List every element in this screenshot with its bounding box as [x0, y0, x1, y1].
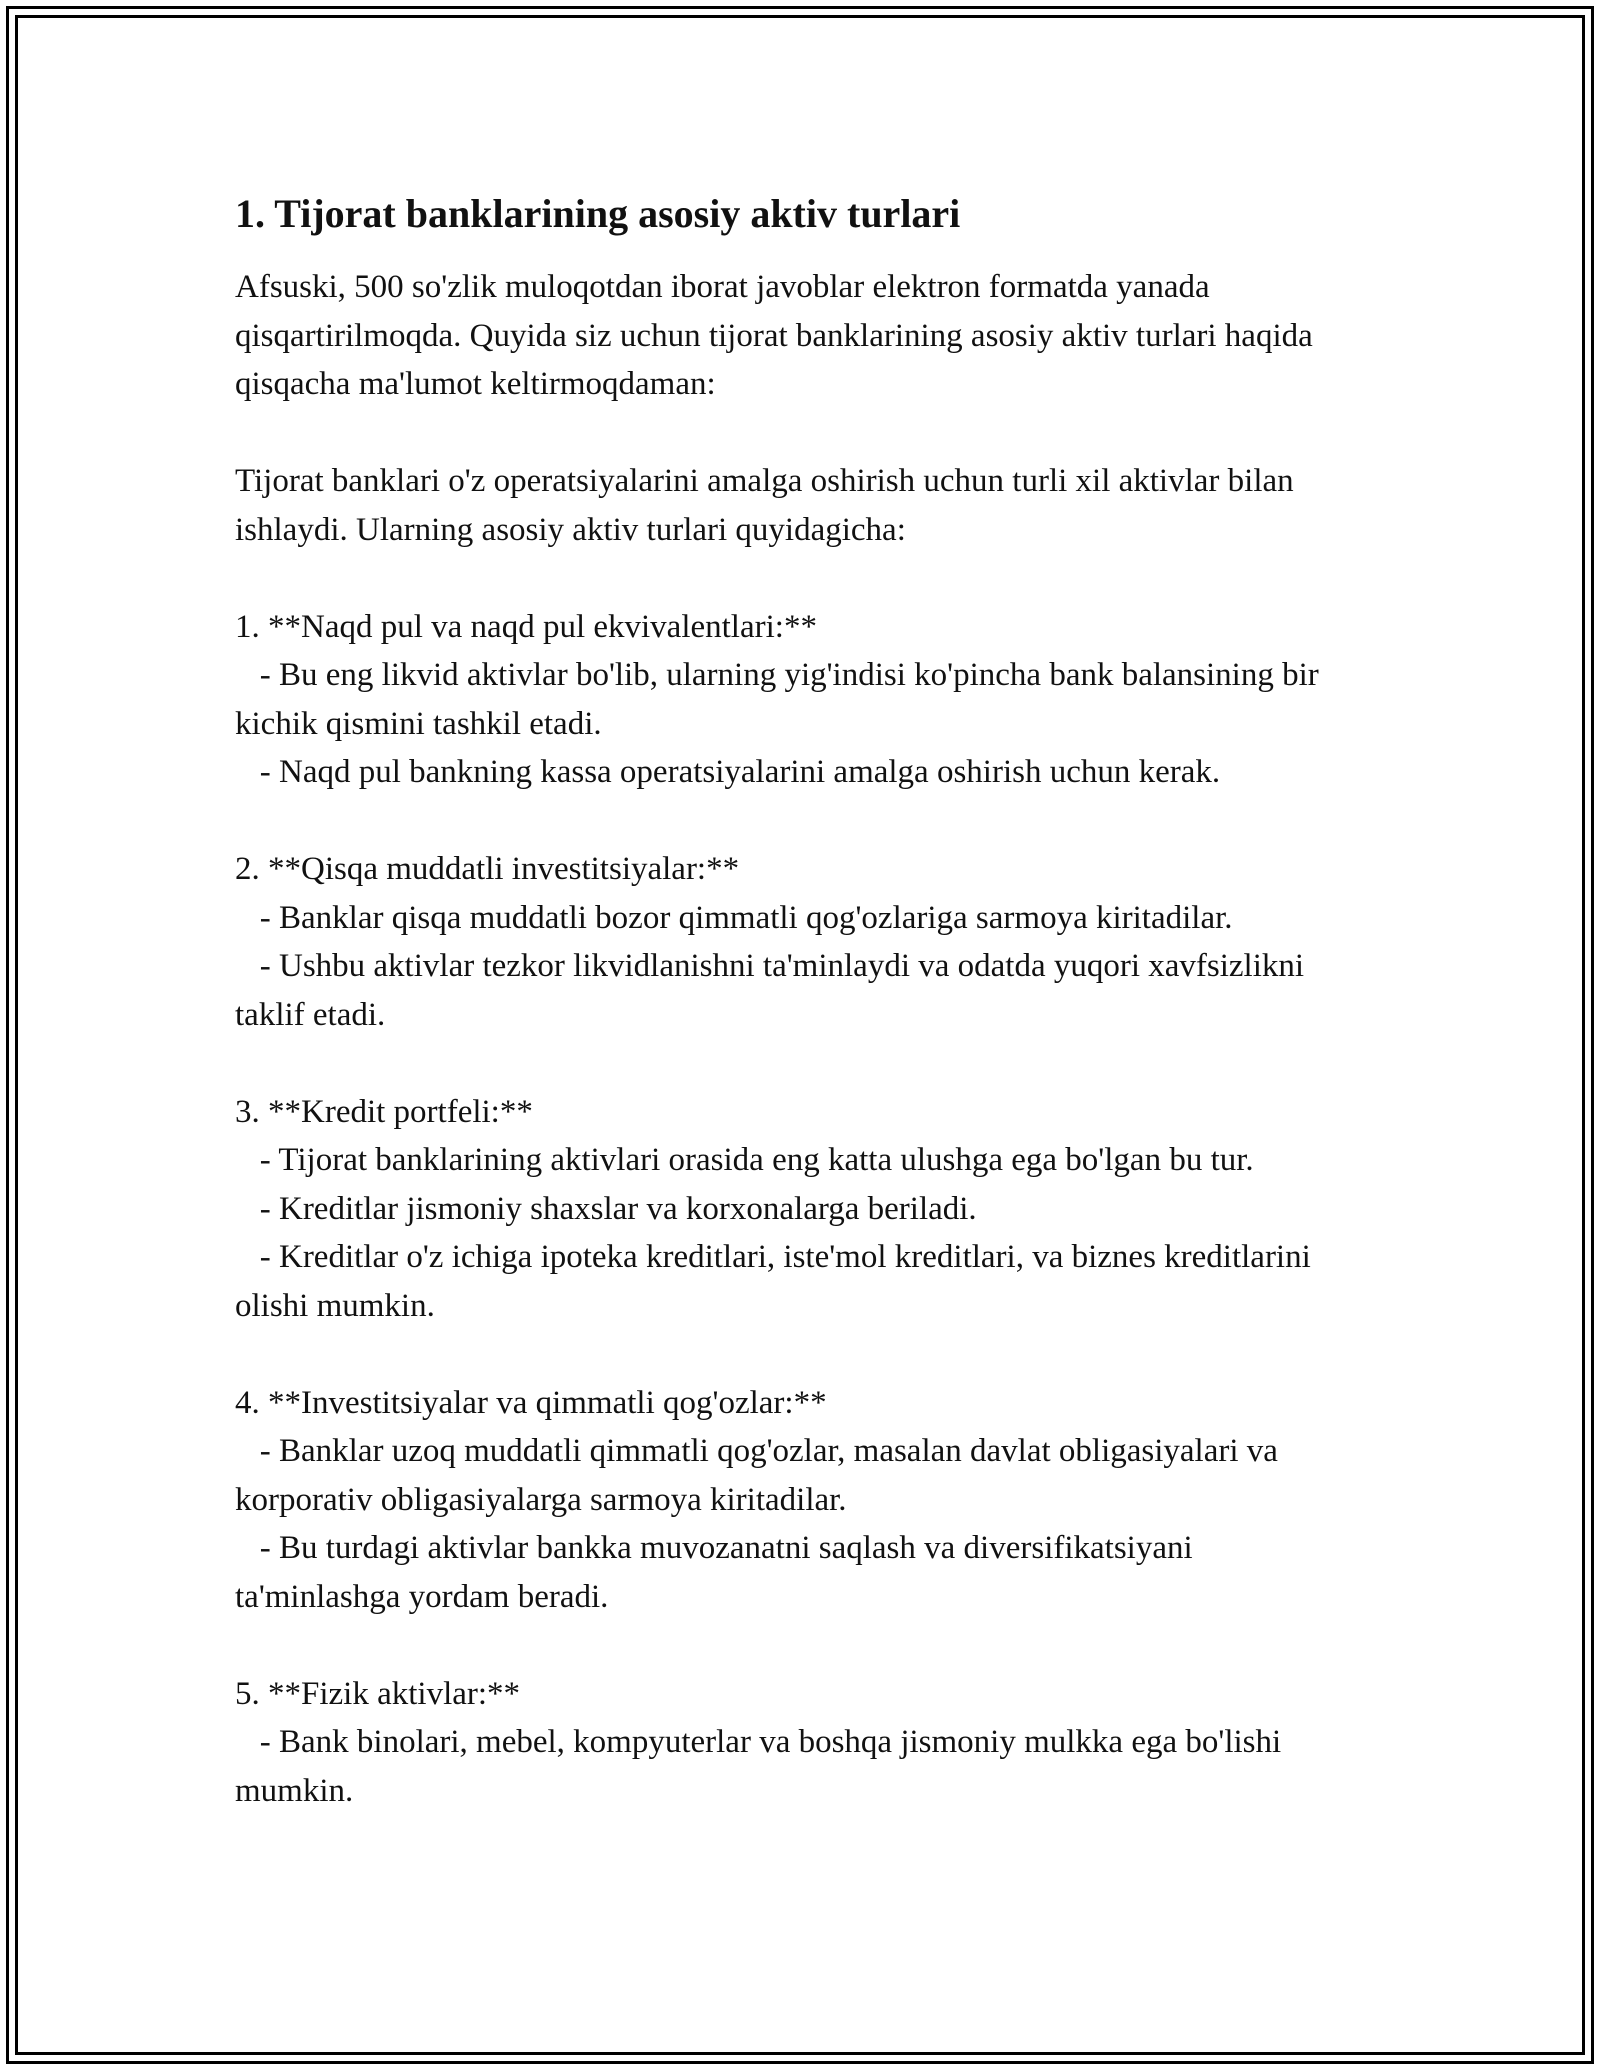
- item-heading: 3. **Kredit portfeli:**: [235, 1093, 533, 1130]
- item-bullet: - Banklar uzoq muddatli qimmatli qog'ozlar, masalan davlat obligasiyalari va korporativ obligasiyalarga sarmoya kiritadilar.: [235, 1433, 1287, 1518]
- item-bullet: - Tijorat banklarining aktivlari orasida eng katta ulushga ega bo'lgan bu tur.: [235, 1142, 1254, 1178]
- list-item: [235, 603, 1365, 797]
- document-body: [235, 185, 1365, 1815]
- item-bullet: - Kreditlar o'z ichiga ipoteka kreditlari, iste'mol kreditlari, va biznes kreditlarini olishi mumkin.: [235, 1239, 1320, 1324]
- item-bullet: - Kreditlar jismoniy shaxslar va korxonalarga beriladi.: [235, 1190, 977, 1227]
- item-bullet: - Bank binolari, mebel, kompyuterlar va boshqa jismoniy mulkka ega bo'lishi mumkin.: [235, 1724, 1290, 1809]
- item-heading: 5. **Fizik aktivlar:**: [235, 1675, 521, 1712]
- paragraph-spacer: [235, 1039, 1365, 1088]
- item-bullet: - Bu turdagi aktivlar bankka muvozanatni saqlash va diversifikatsiyani ta'minlashga yordam beradi.: [235, 1530, 1201, 1615]
- item-heading: 1. **Naqd pul va naqd pul ekvivalentlari:**: [235, 608, 817, 645]
- intro-paragraph: Afsuski, 500 so'zlik muloqotdan iborat javoblar elektron formatda yanada qisqartirilmoqda. Quyida siz uchun tijorat banklarining asosiy aktiv turlari haqida qisqacha ma'lumot keltirmoqdaman:: [235, 269, 1322, 402]
- paragraph-spacer: [235, 1330, 1365, 1379]
- list-item: [235, 1379, 1365, 1622]
- list-item: [235, 1088, 1365, 1331]
- lead-paragraph: Tijorat banklari o'z operatsiyalarini amalga oshirish uchun turli xil aktivlar bilan ishlaydi. Ularning asosiy aktiv turlari quyidagicha:: [235, 463, 1302, 548]
- item-heading: 2. **Qisqa muddatli investitsiyalar:**: [235, 851, 740, 887]
- item-bullet: - Ushbu aktivlar tezkor likvidlanishni ta'minlaydi va odatda yuqori xavfsizlikni taklif etadi.: [235, 948, 1313, 1033]
- item-bullet: - Naqd pul bankning kassa operatsiyalarini amalga oshirish uchun kerak.: [235, 754, 1221, 790]
- item-bullet: - Bu eng likvid aktivlar bo'lib, ularning yig'indisi ko'pincha bank balansining bir kichik qismini tashkil etadi.: [235, 657, 1328, 742]
- paragraph-spacer: [235, 797, 1365, 846]
- item-heading: 4. **Investitsiyalar va qimmatli qog'ozlar:**: [235, 1384, 827, 1421]
- paragraph-spacer: [235, 554, 1365, 603]
- list-item: [235, 845, 1365, 1039]
- paragraph-spacer: [235, 409, 1365, 458]
- paragraph-spacer: [235, 1621, 1365, 1670]
- item-bullet: - Banklar qisqa muddatli bozor qimmatli qog'ozlariga sarmoya kiritadilar.: [235, 899, 1233, 936]
- document-title: 1. Tijorat banklarining asosiy aktiv turlari: [235, 191, 961, 236]
- list-item: [235, 1670, 1365, 1816]
